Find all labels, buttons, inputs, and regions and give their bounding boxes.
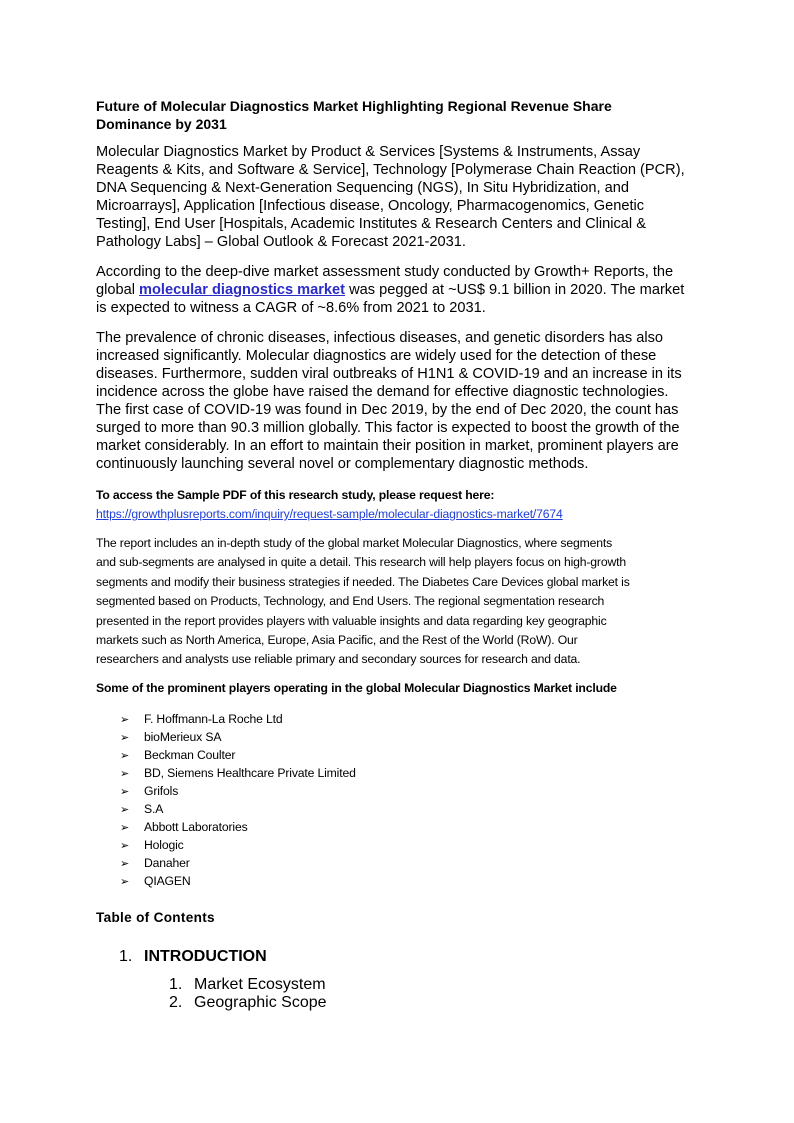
list-item: [120, 872, 356, 890]
text-line: researchers and analysts use reliable primary and secondary sources for research and data.: [96, 652, 581, 667]
text-line: The report includes an in-depth study of the global market Molecular Diagnostics, where segments: [96, 536, 613, 550]
arrow-bullet-icon: ➢: [120, 858, 130, 870]
toc-heading: Table of Contents: [96, 910, 215, 925]
sample-request: [96, 486, 563, 524]
toc-item-geographic-scope[interactable]: [169, 994, 327, 1012]
player-name: bioMerieux SA: [144, 730, 222, 744]
arrow-bullet-icon: ➢: [120, 750, 130, 762]
text-line: segmented based on Products, Technology, and End Users. The regional segmentation research: [96, 594, 605, 609]
text-line: [96, 281, 684, 299]
text-fragment: global: [96, 282, 140, 298]
text-line: market considerably. In an effort to maintain their position in market, prominent players are: [96, 438, 679, 454]
assessment-paragraph: [96, 263, 684, 317]
arrow-bullet-icon: ➢: [120, 822, 130, 834]
report-paragraph: [96, 534, 630, 670]
list-item: [120, 746, 356, 764]
text-line: Testing], End User [Hospitals, Academic Institutes & Research Centers and Clinical &: [96, 216, 646, 232]
text-line: is expected to witness a CAGR of ~8.6% from 2021 to 2031.: [96, 300, 486, 316]
list-item: [120, 764, 356, 782]
player-name: Grifols: [144, 784, 179, 798]
toc-number: 1.: [119, 948, 133, 965]
player-name: Beckman Coulter: [144, 748, 236, 762]
arrow-bullet-icon: ➢: [120, 804, 130, 816]
text-line: According to the deep-dive market assessment study conducted by Growth+ Reports, the: [96, 264, 674, 280]
players-list: [120, 710, 356, 890]
arrow-bullet-icon: ➢: [120, 768, 130, 780]
arrow-bullet-icon: ➢: [120, 840, 130, 852]
toc-number: 2.: [169, 994, 183, 1011]
toc-label: Market Ecosystem: [194, 976, 326, 993]
list-item: [120, 854, 356, 872]
player-name: Hologic: [144, 838, 184, 852]
text-line: continuously launching several novel or complementary diagnostic methods.: [96, 456, 589, 472]
intro-paragraph: [96, 143, 685, 251]
text-line: incidence across the globe have raised the demand for effective diagnostic technologies.: [96, 384, 669, 400]
list-item: [120, 800, 356, 818]
text-line: DNA Sequencing & Next-Generation Sequencing (NGS), In Situ Hybridization, and: [96, 180, 629, 196]
text-line: diseases. Furthermore, sudden viral outbreaks of H1N1 & COVID-19 and an increase in its: [96, 366, 682, 382]
list-item: [120, 836, 356, 854]
arrow-bullet-icon: ➢: [120, 786, 130, 798]
list-item: [120, 710, 356, 728]
text-line: The prevalence of chronic diseases, infectious diseases, and genetic disorders has also: [96, 330, 664, 346]
toc-item-introduction[interactable]: [119, 947, 267, 967]
list-item: [120, 728, 356, 746]
players-heading: Some of the prominent players operating in the global Molecular Diagnostics Market include: [96, 681, 617, 695]
list-item: [120, 818, 356, 836]
player-name: F. Hoffmann-La Roche Ltd: [144, 712, 283, 726]
molecular-diagnostics-market-link[interactable]: molecular diagnostics market: [139, 282, 346, 298]
player-name: Abbott Laboratories: [144, 820, 248, 834]
title-line: Dominance by 2031: [96, 116, 227, 132]
arrow-bullet-icon: ➢: [120, 732, 130, 744]
text-line: surged to more than 90.3 million globally. This factor is expected to boost the growth of the: [96, 420, 680, 436]
text-line: markets such as North America, Europe, Asia Pacific, and the Rest of the World (RoW). Our: [96, 633, 578, 648]
prevalence-paragraph: [96, 329, 682, 473]
document-title: [96, 97, 612, 133]
sample-url-link[interactable]: https://growthplusreports.com/inquiry/request-sample/molecular-diagnostics-market/7674: [96, 507, 563, 521]
text-line: increased significantly. Molecular diagnostics are widely used for the detection of these: [96, 348, 657, 364]
player-name: Danaher: [144, 856, 190, 870]
text-line: Molecular Diagnostics Market by Product & Services [Systems & Instruments, Assay: [96, 144, 641, 160]
text-line: Microarrays], Application [Infectious disease, Oncology, Pharmacogenomics, Genetic: [96, 198, 645, 214]
arrow-bullet-icon: ➢: [120, 876, 130, 888]
toc-number: 1.: [169, 976, 183, 993]
text-line: The first case of COVID-19 was found in Dec 2019, by the end of Dec 2020, the count has: [96, 402, 679, 418]
text-line: Pathology Labs] – Global Outlook & Forecast 2021-2031.: [96, 234, 466, 250]
toc-item-market-ecosystem[interactable]: [169, 976, 326, 994]
list-item: [120, 782, 356, 800]
player-name: BD, Siemens Healthcare Private Limited: [144, 766, 356, 780]
player-name: S.A: [144, 802, 164, 816]
text-line: presented in the report provides players with valuable insights and data regarding key geographic: [96, 613, 607, 628]
toc-label: Geographic Scope: [194, 994, 327, 1011]
arrow-bullet-icon: ➢: [120, 714, 130, 726]
text-line: segments and modify their business strategies if needed. The Diabetes Care Devices global market is: [96, 574, 630, 589]
text-fragment: was pegged at ~US$ 9.1 billion in 2020. The market: [345, 282, 685, 298]
text-line: Reagents & Kits, and Software & Service], Technology [Polymerase Chain Reaction (PCR),: [96, 162, 685, 178]
player-name: QIAGEN: [144, 874, 191, 888]
sample-label: To access the Sample PDF of this research study, please request here:: [96, 488, 495, 502]
toc-label: INTRODUCTION: [144, 948, 267, 965]
text-line: and sub-segments are analysed in quite a detail. This research will help players focus on high-growth: [96, 555, 626, 570]
title-line: Future of Molecular Diagnostics Market Highlighting Regional Revenue Share: [96, 98, 612, 114]
